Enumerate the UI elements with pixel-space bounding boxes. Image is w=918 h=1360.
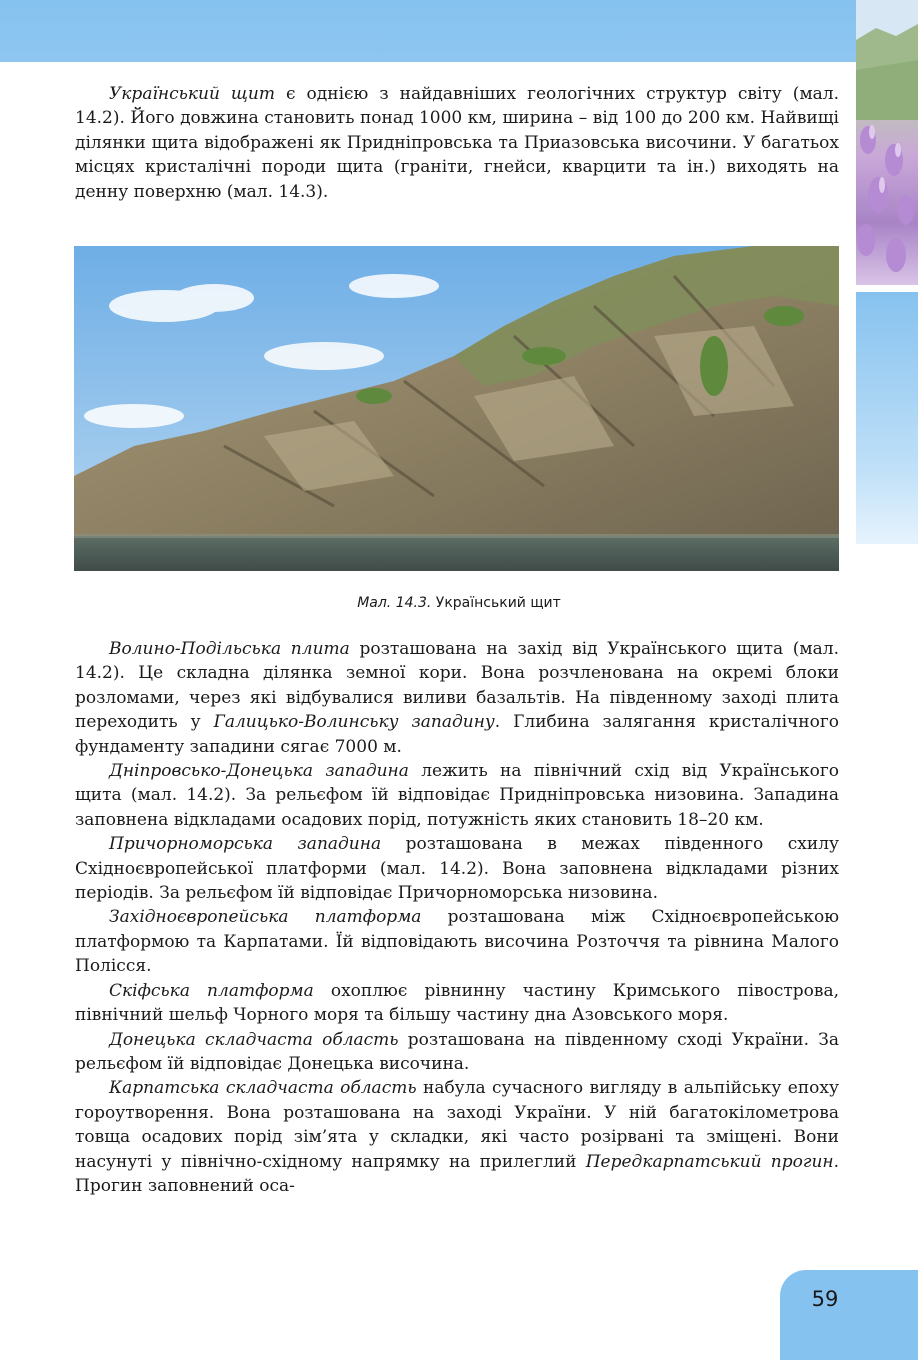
term: Донецька складчаста область [109,1029,399,1050]
paragraph [75,82,839,204]
figure-title: Український щит [431,595,561,611]
term: Український щит [109,84,276,104]
paragraph-text: розташована на захід від Українського щита (мал. 14.2). Це складна ділянка земної кори. Вона розчленована на окремі блоки розломами, через які відбувалися виливи базальтів. На південному заході плита переходить у [75,639,839,733]
paragraph [75,759,839,832]
paragraph [75,979,839,1028]
paragraph-text: лежить на північний схід від Українського щита (мал. 14.2). За рельєфом їй відповідає Придніпровська низовина. Западина заповнена відкладами осадових порід, потужність яких становить 18–20 км. [75,761,839,830]
term: Галицько-Волинську западину [213,712,495,733]
ukrainian-shield-photo [74,246,839,571]
paragraph-text: розташована між Східноєвропейською платформою та Карпатами. Їй відповідають височина Розточчя та рівнина Малого Полісся. [75,907,839,977]
term: Карпатська складчаста область [109,1078,417,1099]
text-block-bottom [75,637,839,1198]
side-thumbnail-art [856,0,918,285]
rock-cliff-illustration [74,246,839,571]
paragraph-text: . Глибина залягання кристалічного фундаменту западини сягає 7000 м. [75,712,839,757]
paragraph-text: є однією з найдавніших геологічних структур світу (мал. 14.2). Його довжина становить понад 1000 км, ширина – від 100 до 200 км. Найвищі ділянки щита відображені як Придніпровська та Приазовська височини. У багатьох місцях кристалічні породи щита (граніти, гнейси, кварцити та ін.) виходять на денну поверхню (мал. 14.3). [75,84,840,202]
paragraph [75,637,839,759]
paragraph-text: розташована на південному сході України. За рельєфом їй відповідає Донецька височина. [75,1029,839,1074]
text-block-top [75,82,839,204]
term: Волино-Подільська плита [109,639,350,659]
paragraph-text: охоплює рівнинну частину Кримського півострова, північний шельф Чорного моря та більшу частину дна Азовського моря. [75,980,839,1026]
term: Скіфська платформа [109,980,314,1001]
paragraph [75,832,839,905]
paragraph [75,1028,839,1077]
figure-caption [0,595,918,611]
term: Передкарпатський прогин [585,1151,834,1172]
term: Причорноморська западина [109,834,382,855]
paragraph-text: розташована в межах південного схилу Східноєвропейської платформи (мал. 14.2). Вона заповнена відкладами різних періодів. За рельєфом їй відповідає Причорноморська низовина. [75,834,839,904]
side-thumbnail-image [856,0,918,285]
figure-label: Мал. 14.3. [357,595,432,611]
paragraph [75,1076,839,1198]
paragraph-text: набула сучасного вигляду в альпійську епоху гороутворення. Вона розташована на заході України. У ній багатокілометрова товща осадових порід зім’ята у складки, які часто розірвані та зміщені. Вони насунуті у північно-східному напрямку на прилеглий [75,1078,839,1172]
paragraph-text: . Прогин заповнений оса- [75,1151,839,1196]
term: Дніпровсько-Донецька западина [109,761,409,782]
term: Західноєвропейська платформа [109,907,422,928]
side-tab-decoration [856,292,918,544]
page-number: 59 [811,1287,839,1311]
header-band [0,0,856,62]
paragraph [75,905,839,978]
page-number-tab [780,1270,918,1360]
